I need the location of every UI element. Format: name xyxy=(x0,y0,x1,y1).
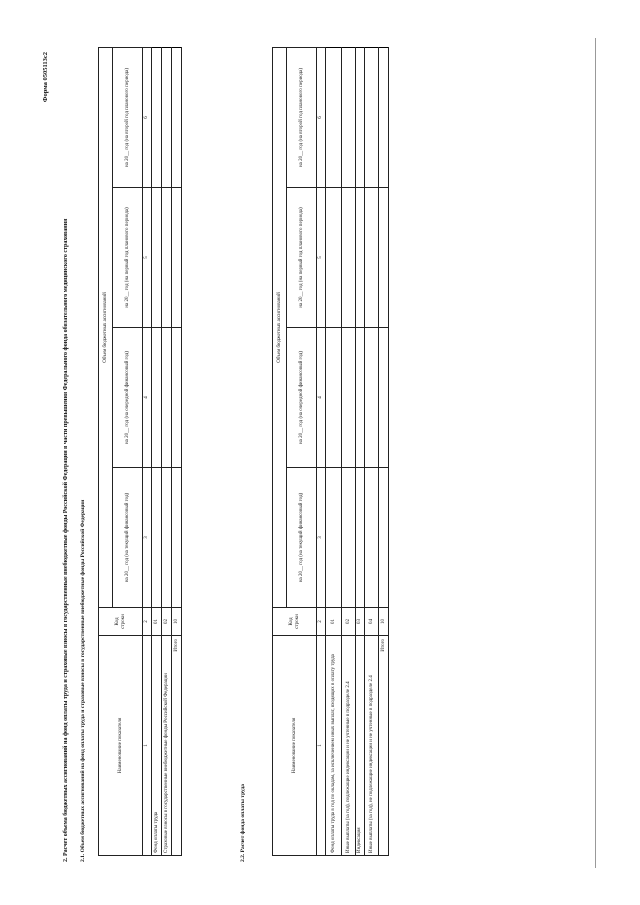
document-page xyxy=(40,38,600,868)
col-number: 6 xyxy=(143,47,152,187)
row-code: 02 xyxy=(342,607,356,635)
table2-header-col4: на 20__ год (на очередной финансовый год) xyxy=(287,327,317,467)
table2-header-group: Объем бюджетных ассигнований xyxy=(273,47,287,607)
value-cell[interactable] xyxy=(365,467,379,607)
value-cell[interactable] xyxy=(326,467,342,607)
total-code: 10 xyxy=(379,607,389,635)
value-cell[interactable] xyxy=(162,47,172,187)
value-cell[interactable] xyxy=(326,327,342,467)
table2-header-name: Наименование показателя xyxy=(273,635,317,855)
row-name: Иные выплаты (за год), не подлежащие индексации и не учтенные в подразделе 2.4 xyxy=(365,635,379,855)
row-code: 02 xyxy=(162,607,172,635)
row-name: Индексация xyxy=(356,635,365,855)
value-cell[interactable] xyxy=(152,47,162,187)
table-row xyxy=(152,47,162,855)
table-row xyxy=(326,47,342,855)
value-cell[interactable] xyxy=(365,187,379,327)
total-value-cell[interactable] xyxy=(379,47,389,187)
row-name: Фонд оплаты труда в год по окладам, за исключением иных выплат, входящих в оплату труда xyxy=(326,635,342,855)
total-value-cell[interactable] xyxy=(172,467,182,607)
table2-header-col5: на 20__ год (на первый год планового периода) xyxy=(287,187,317,327)
value-cell[interactable] xyxy=(162,467,172,607)
row-name: Страховые взносы в государственные внебюджетные фонды Российской Федерации xyxy=(162,635,172,855)
total-code: 10 xyxy=(172,607,182,635)
col-number: 3 xyxy=(317,467,326,607)
divider xyxy=(595,38,596,868)
table1-header-group: Объем бюджетных ассигнований xyxy=(99,47,113,607)
table1-header-col6: на 20__ год (на второй год планового периода) xyxy=(113,47,143,187)
col-number: 5 xyxy=(317,187,326,327)
col-number: 1 xyxy=(143,635,152,855)
table1-header-name: Наименование показателя xyxy=(99,635,143,855)
table2-header-col3: на 20__ год (на текущий финансовый год) xyxy=(287,467,317,607)
total-value-cell[interactable] xyxy=(172,327,182,467)
table1-title: 2.1. Объем бюджетных ассигнований на фонд оплаты труда и страховые взносы в государственные внебюджетные фонды Российской Федерации xyxy=(80,499,86,862)
value-cell[interactable] xyxy=(365,47,379,187)
table2-header-col6: на 20__ год (на второй год планового периода) xyxy=(287,47,317,187)
table1-header-col3: на 20__ год (на текущий финансовый год) xyxy=(113,467,143,607)
total-value-cell[interactable] xyxy=(172,187,182,327)
col-number: 3 xyxy=(143,467,152,607)
table2 xyxy=(272,47,389,856)
row-name: Иные выплаты (за год), подлежащие индексации и не учтенные в подразделе 2.4 xyxy=(342,635,356,855)
value-cell[interactable] xyxy=(162,187,172,327)
total-value-cell[interactable] xyxy=(379,467,389,607)
col-number: 6 xyxy=(317,47,326,187)
row-code: 03 xyxy=(356,607,365,635)
value-cell[interactable] xyxy=(342,467,356,607)
table1-header-col5: на 20__ год (на первый год планового периода) xyxy=(113,187,143,327)
value-cell[interactable] xyxy=(342,327,356,467)
value-cell[interactable] xyxy=(152,467,162,607)
value-cell[interactable] xyxy=(152,327,162,467)
total-label: Итого xyxy=(379,635,389,855)
table-row xyxy=(162,47,172,855)
value-cell[interactable] xyxy=(152,187,162,327)
value-cell[interactable] xyxy=(365,327,379,467)
value-cell[interactable] xyxy=(342,187,356,327)
row-code: 04 xyxy=(365,607,379,635)
value-cell[interactable] xyxy=(356,467,365,607)
form-code: Форма 0505113с2 xyxy=(42,51,49,102)
col-number: 4 xyxy=(143,327,152,467)
row-code: 01 xyxy=(326,607,342,635)
value-cell[interactable] xyxy=(162,327,172,467)
value-cell[interactable] xyxy=(356,47,365,187)
total-value-cell[interactable] xyxy=(379,327,389,467)
table1-header-col4: на 20__ год (на очередной финансовый год) xyxy=(113,327,143,467)
col-number: 2 xyxy=(317,607,326,635)
table2-title: 2.2. Расчет фонда оплаты труда xyxy=(240,783,246,862)
table-row xyxy=(342,47,356,855)
table-row xyxy=(356,47,365,855)
value-cell[interactable] xyxy=(326,47,342,187)
col-number: 4 xyxy=(317,327,326,467)
total-row xyxy=(172,47,182,855)
total-value-cell[interactable] xyxy=(379,187,389,327)
total-value-cell[interactable] xyxy=(172,47,182,187)
row-name: Фонд оплаты труда xyxy=(152,635,162,855)
section-title: 2. Расчет объема бюджетных ассигнований на фонд оплаты труда и страховые взносы в государственные внебюджетные фонды Российской Федерации в части превышения Федерального фонда обязательного медицинского страхования xyxy=(63,218,69,862)
table-row xyxy=(365,47,379,855)
col-number: 5 xyxy=(143,187,152,327)
total-row xyxy=(379,47,389,855)
row-code: 01 xyxy=(152,607,162,635)
table2-header-code: Код строки xyxy=(273,607,317,635)
total-label: Итого xyxy=(172,635,182,855)
value-cell[interactable] xyxy=(356,327,365,467)
value-cell[interactable] xyxy=(342,47,356,187)
value-cell[interactable] xyxy=(326,187,342,327)
col-number: 1 xyxy=(317,635,326,855)
table1-header-code: Код строки xyxy=(99,607,143,635)
col-number: 2 xyxy=(143,607,152,635)
table1 xyxy=(98,47,182,856)
value-cell[interactable] xyxy=(356,187,365,327)
